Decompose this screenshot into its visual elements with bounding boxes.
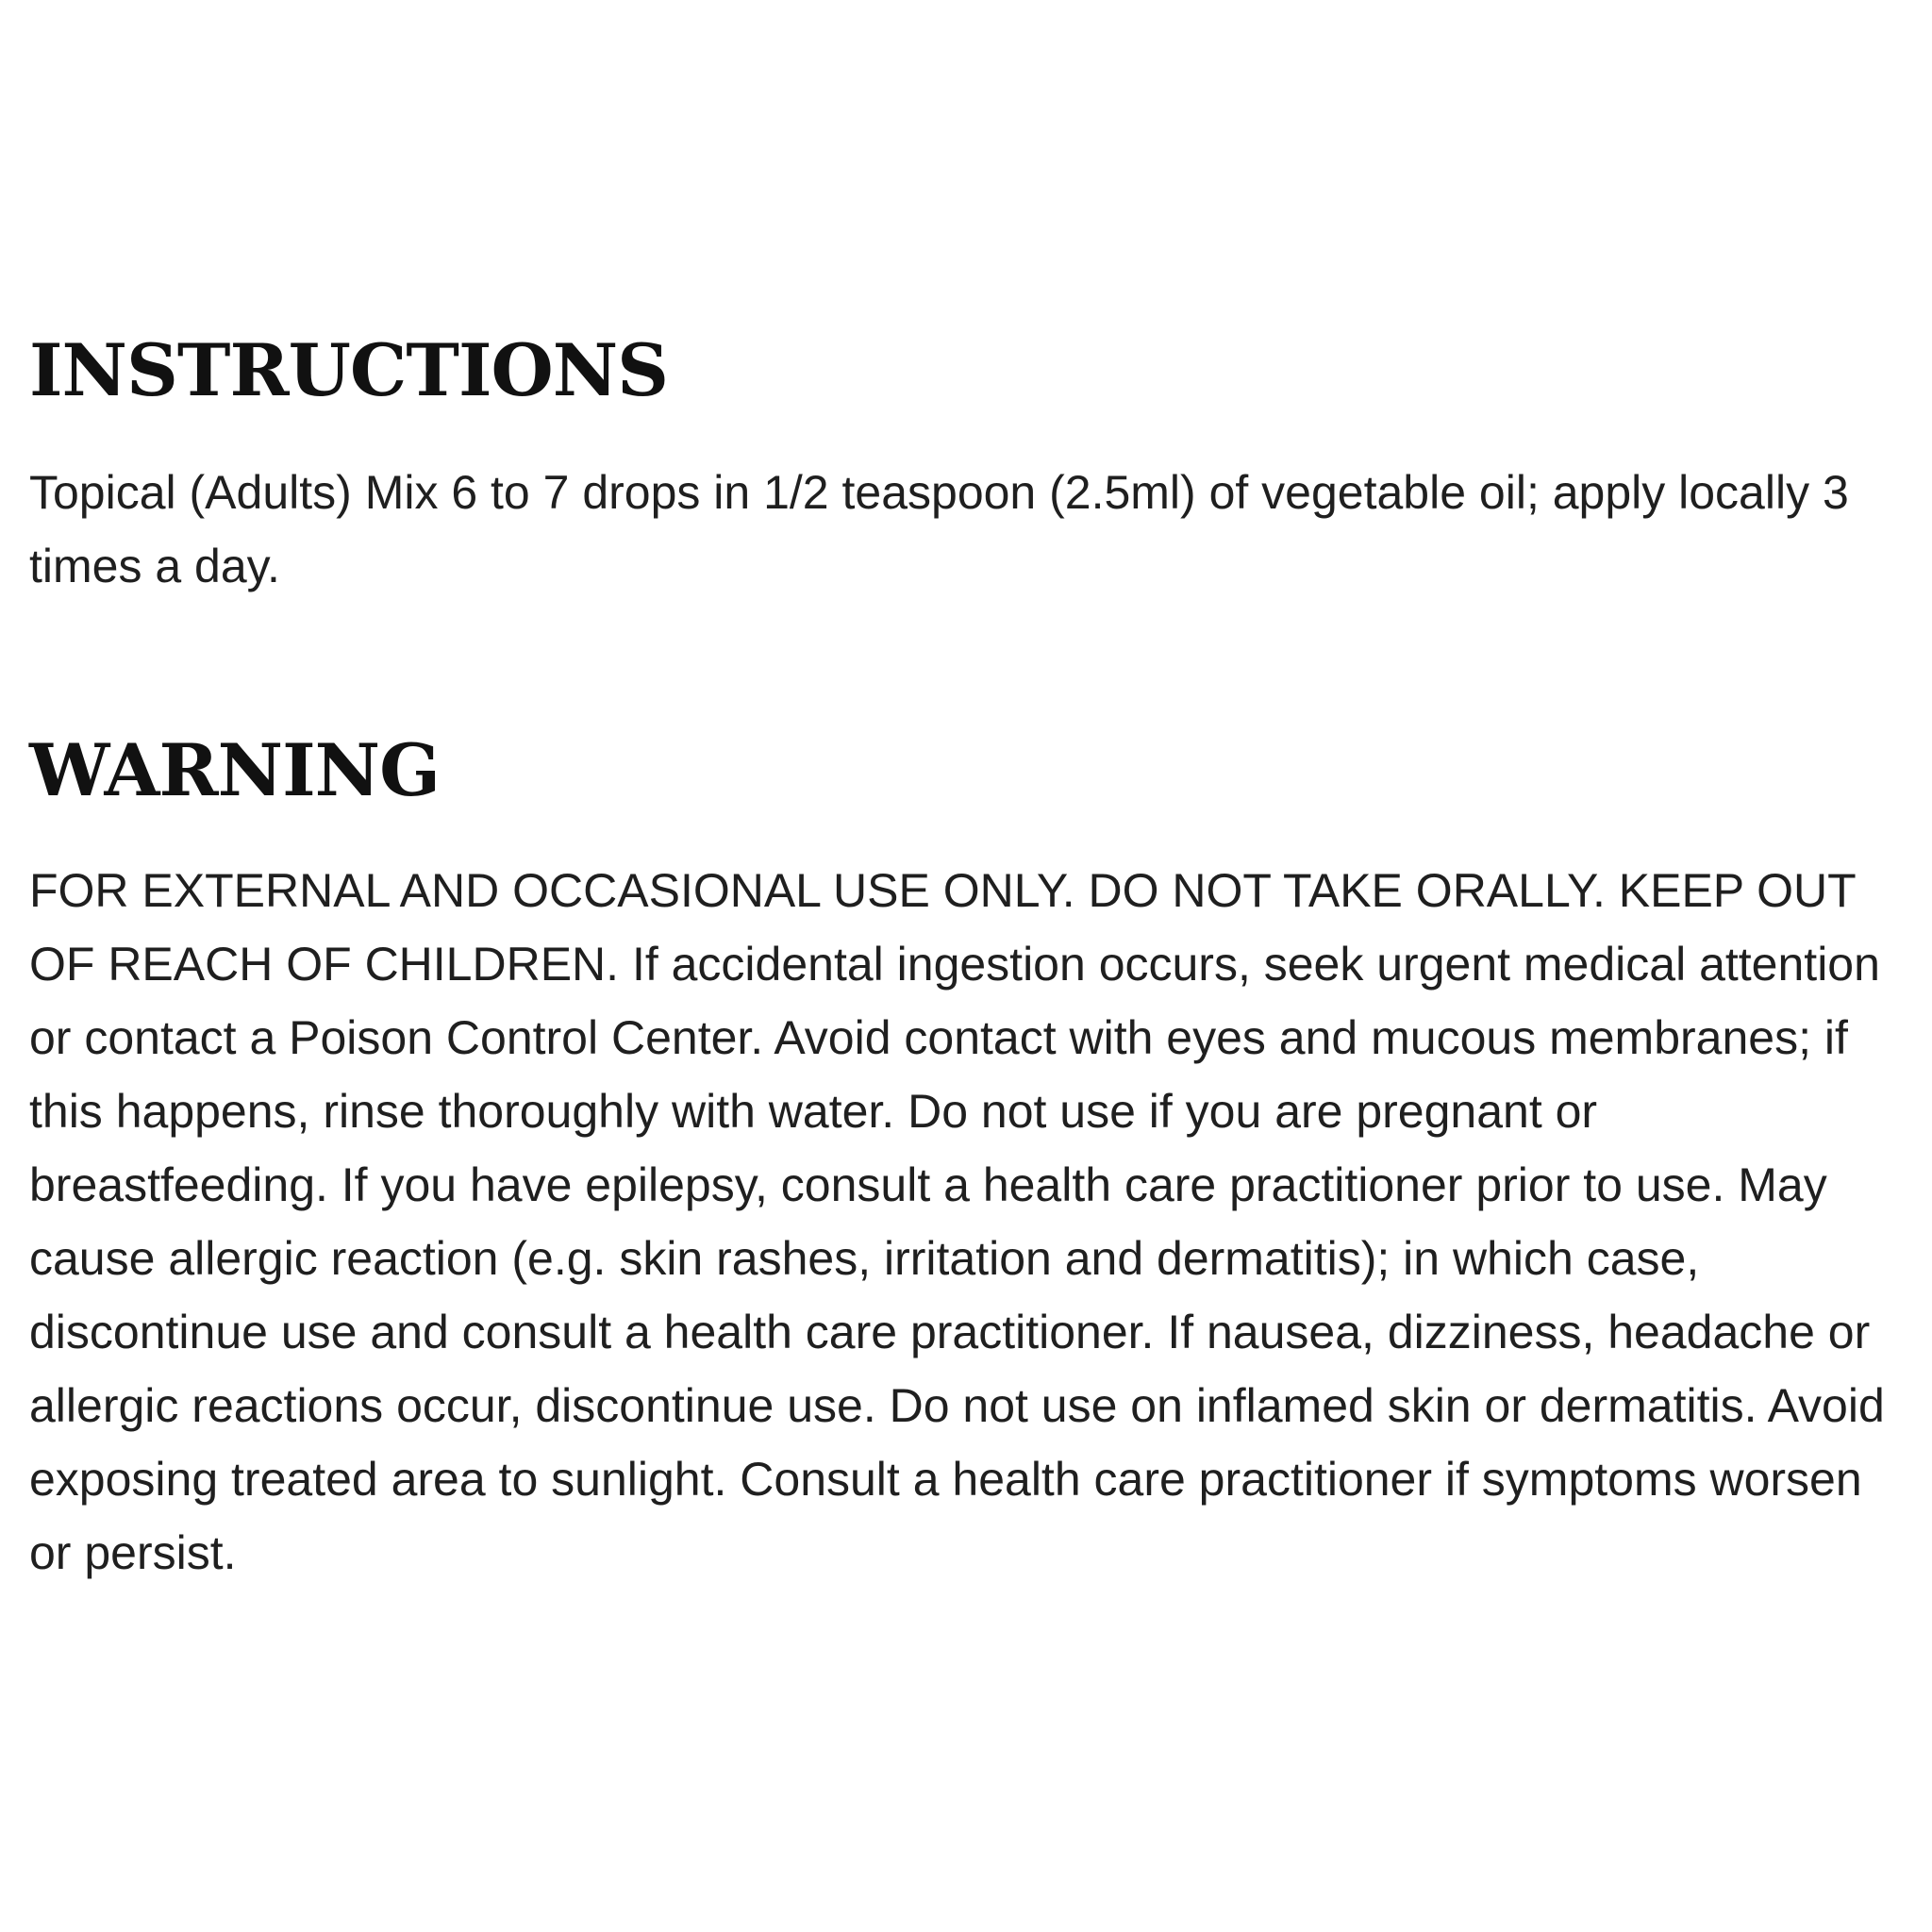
instructions-section bbox=[29, 325, 1907, 603]
instructions-text: Topical (Adults) Mix 6 to 7 drops in 1/2 teaspoon (2.5ml) of vegetable oil; apply locally 3 times a day. bbox=[29, 466, 1849, 592]
warning-section bbox=[29, 725, 1907, 1590]
product-info-content bbox=[29, 325, 1907, 1590]
warning-text: FOR EXTERNAL AND OCCASIONAL USE ONLY. DO NOT TAKE ORALLY. KEEP OUT OF REACH OF CHILDREN. If accidental ingestion occurs, seek urgent medical attention or contact a Poison Control Center. Avoid contact with eyes and mucous membranes; if this happens, rinse thoroughly with water. Do not use if you are pregnant or breastfeeding. If you have epilepsy, consult a health care practitioner prior to use. May cause allergic reaction (e.g. skin rashes, irritation and dermatitis); in which case, discontinue use and consult a health care practitioner. If nausea, dizziness, headache or allergic reactions occur, discontinue use. Do not use on inflamed skin or dermatitis. Avoid exposing treated area to sunlight. Consult a health care practitioner if symptoms worsen or persist. bbox=[29, 864, 1885, 1579]
instructions-heading: INSTRUCTIONS bbox=[29, 328, 669, 412]
warning-heading: WARNING bbox=[29, 728, 441, 812]
